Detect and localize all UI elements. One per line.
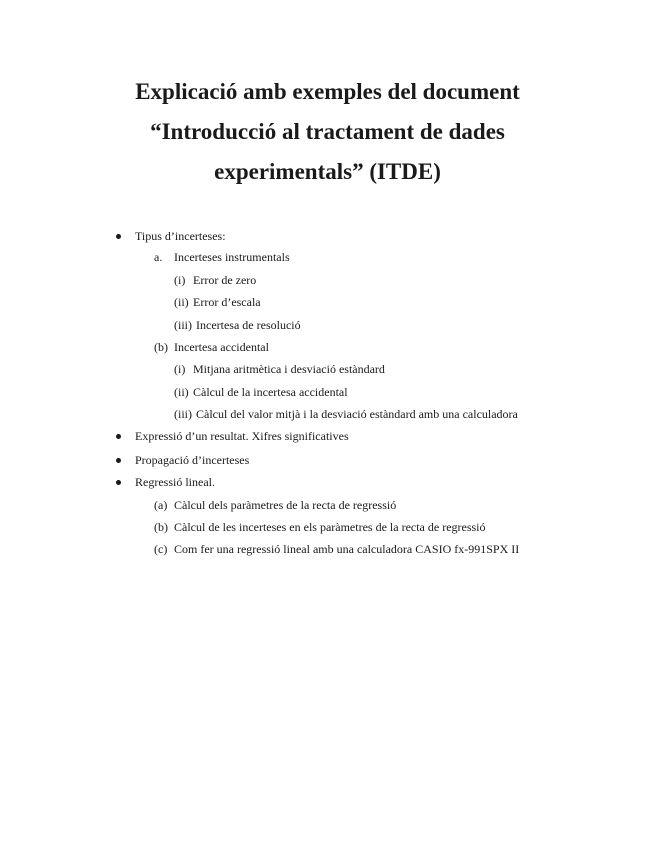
- outline-marker: (ii): [174, 385, 189, 399]
- document-title: [0, 72, 655, 192]
- outline-marker: (iii): [174, 407, 192, 421]
- bullet-icon: [116, 458, 121, 463]
- bullet-icon: [116, 434, 121, 439]
- outline-item-result-expression: Expressió d’un resultat. Xifres significatives: [135, 429, 349, 443]
- bullet-icon: [116, 480, 121, 485]
- title-line-2: “Introducció al tractament de dades: [150, 119, 505, 144]
- outline-marker: (b): [154, 340, 168, 354]
- outline-subitem-regression-params: Càlcul dels paràmetres de la recta de regressió: [174, 498, 397, 512]
- outline-item-propagation: Propagació d’incerteses: [135, 453, 250, 467]
- outline-subsubitem-calculator: Càlcul del valor mitjà i la desviació estàndard amb una calculadora: [196, 407, 518, 421]
- outline-subitem-regression-uncertainties: Càlcul de les incerteses en els paràmetres de la recta de regressió: [174, 520, 486, 534]
- outline-marker: (ii): [174, 295, 189, 309]
- outline-subsubitem-zero-error: Error de zero: [193, 273, 257, 287]
- outline-marker: (iii): [174, 318, 192, 332]
- title-line-3: experimentals” (ITDE): [214, 159, 441, 184]
- outline-item-types-of-uncertainty: Tipus d’incerteses:: [135, 229, 226, 243]
- outline-subsubitem-scale-error: Error d’escala: [193, 295, 261, 309]
- bullet-icon: [116, 234, 121, 239]
- outline-marker: (b): [154, 520, 168, 534]
- outline-item-linear-regression: Regressió lineal.: [135, 475, 215, 489]
- outline-subsubitem-resolution: Incertesa de resolució: [196, 318, 301, 332]
- outline-marker: (c): [154, 542, 168, 556]
- outline-subitem-accidental: Incertesa accidental: [174, 340, 269, 354]
- outline-marker: (a): [154, 498, 168, 512]
- outline-subitem-casio-regression: Com fer una regressió lineal amb una calculadora CASIO fx-991SPX II: [174, 542, 520, 556]
- outline-marker: (i): [174, 362, 186, 376]
- outline-subitem-instrumental: Incerteses instrumentals: [174, 250, 290, 264]
- outline-subsubitem-mean-stddev: Mitjana aritmètica i desviació estàndard: [193, 362, 385, 376]
- outline-subsubitem-accidental-calc: Càlcul de la incertesa accidental: [193, 385, 348, 399]
- outline-marker: (i): [174, 273, 186, 287]
- outline-marker: a.: [154, 250, 163, 264]
- title-line-1: Explicació amb exemples del document: [135, 79, 520, 104]
